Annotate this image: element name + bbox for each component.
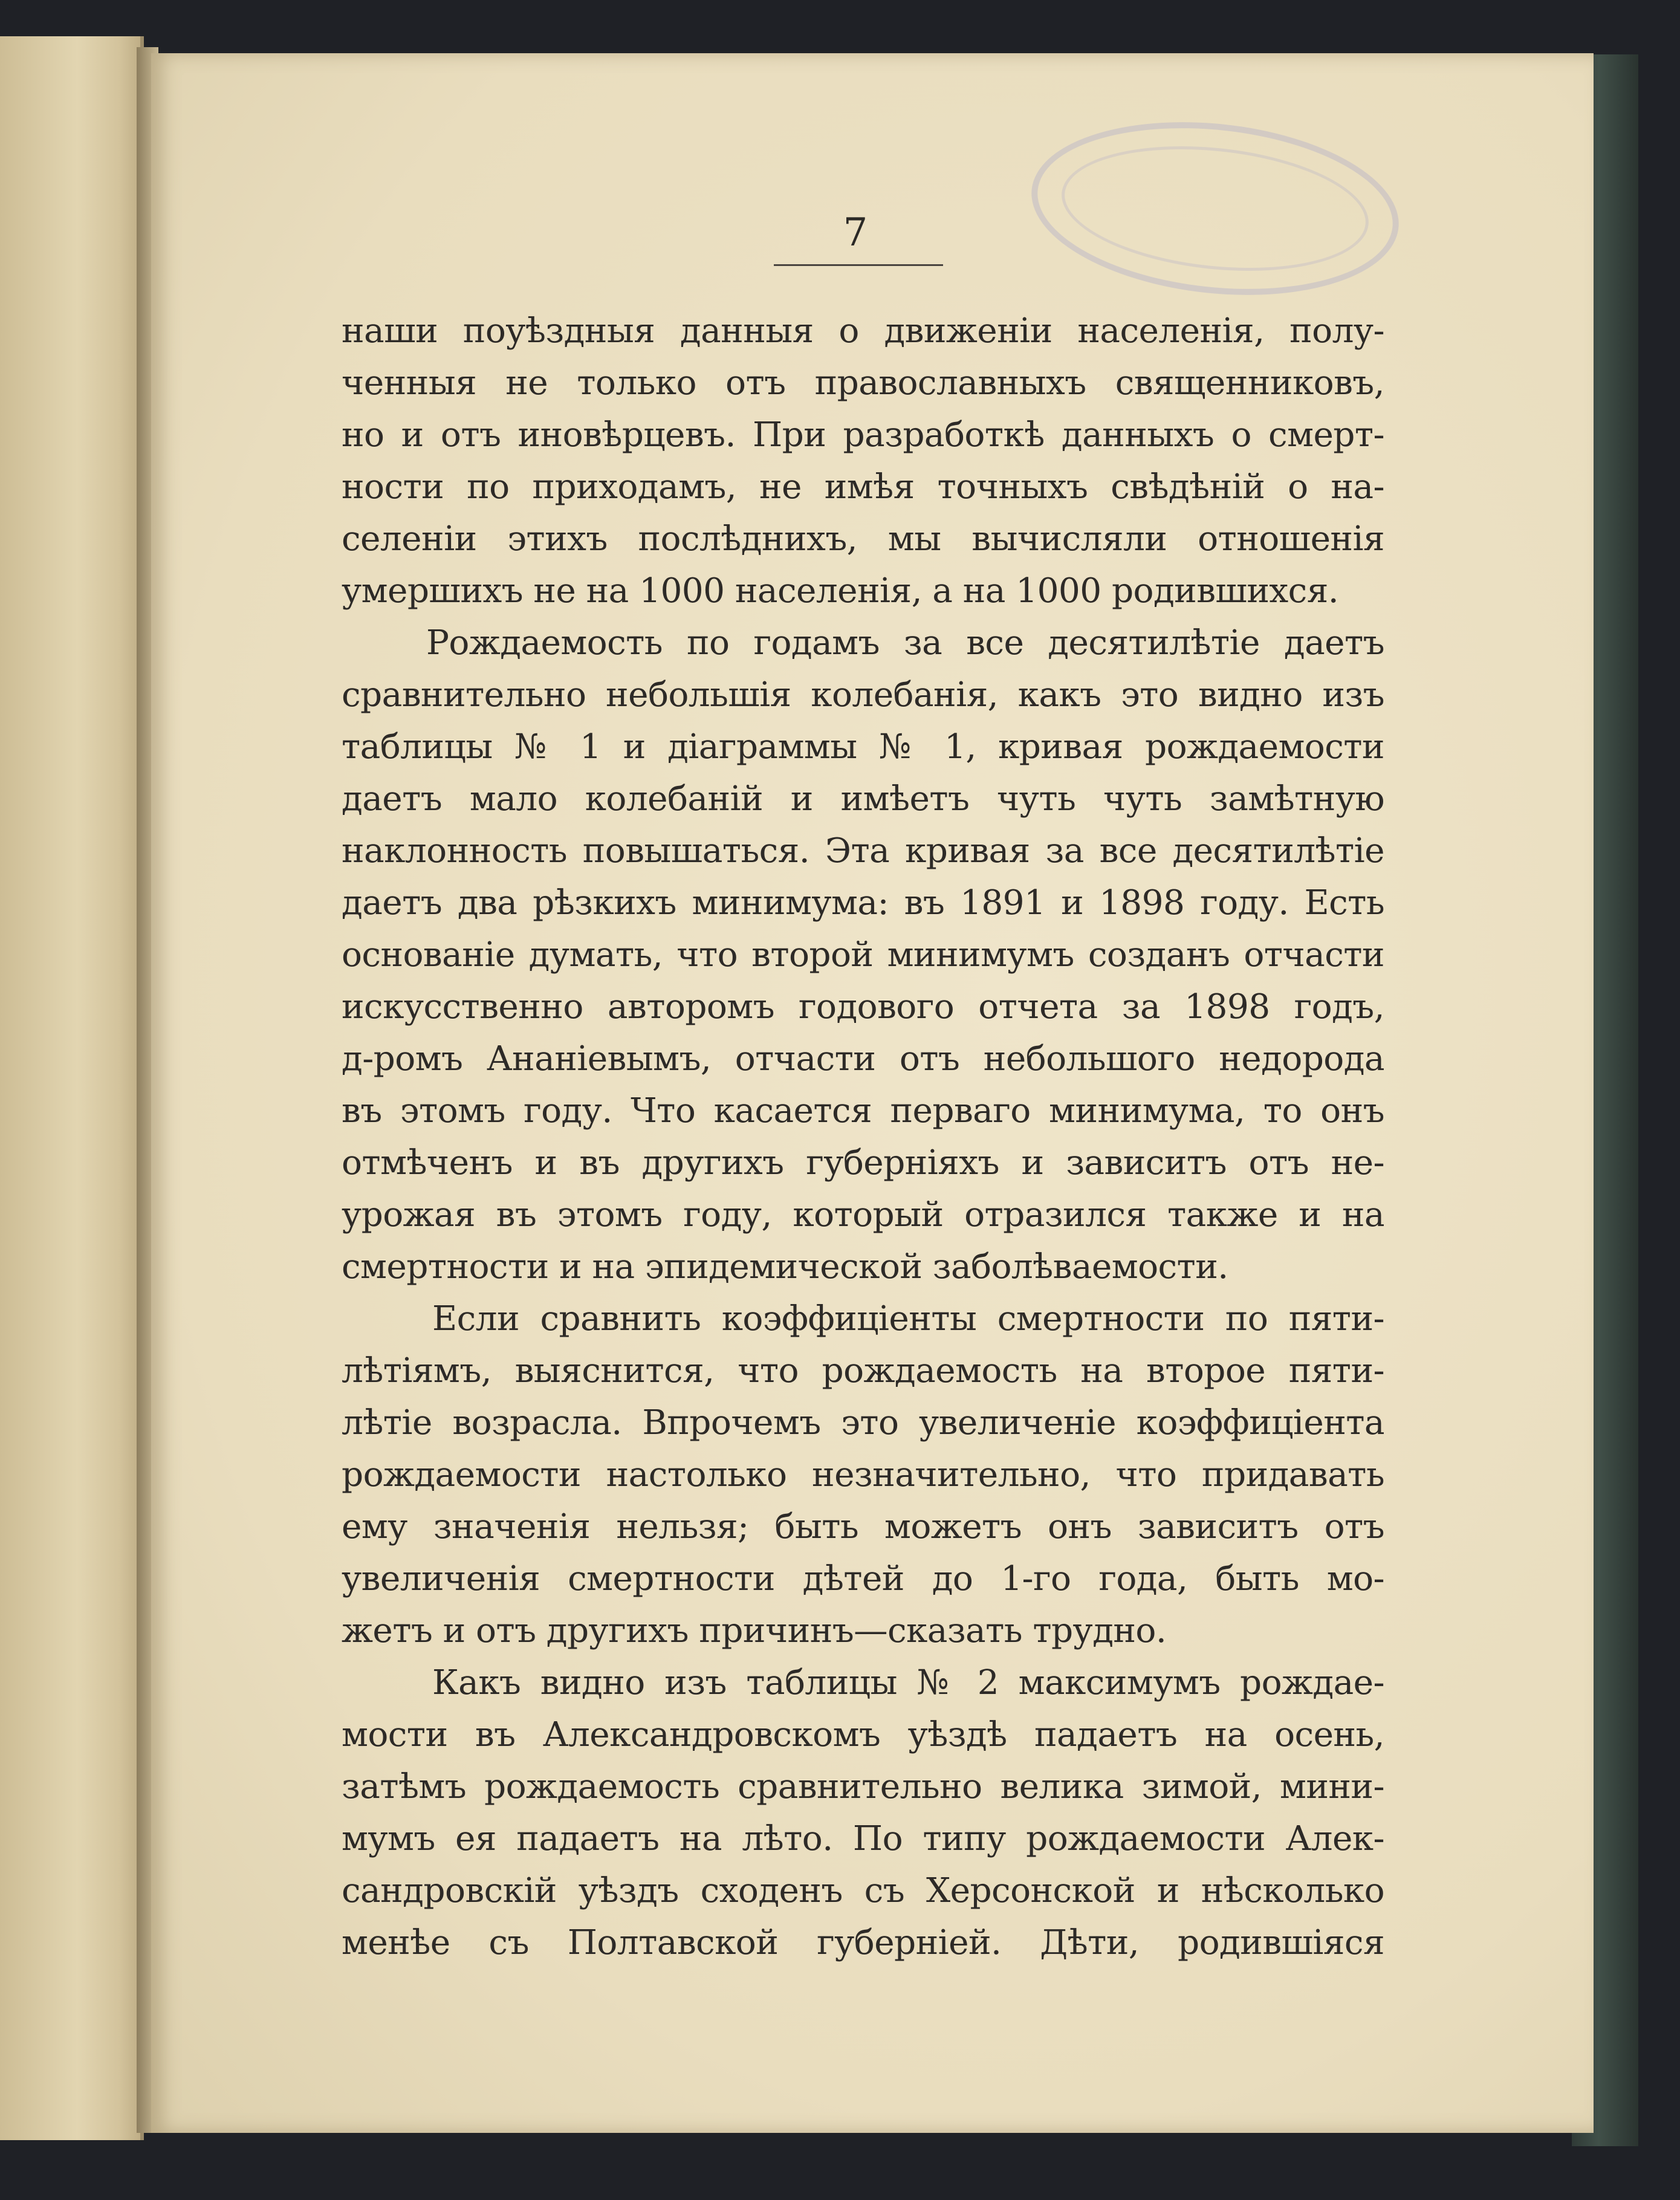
- text-line: наши поуѣздныя данныя о движеніи населенія, полу-: [342, 311, 1384, 351]
- text-line: затѣмъ рождаемость сравнительно велика зимой, мини-: [342, 1767, 1384, 1806]
- text-line: увеличенія смертности дѣтей до 1-го года, быть мо-: [342, 1559, 1384, 1598]
- text-line: ченныя не только отъ православныхъ священниковъ,: [342, 363, 1384, 403]
- page-number: 7: [843, 210, 868, 255]
- text-line: но и отъ иновѣрцевъ. При разработкѣ данныхъ о смерт-: [342, 415, 1384, 455]
- text-line: смертности и на эпидемической заболѣваемости.: [342, 1247, 1228, 1287]
- text-line: основаніе думать, что второй минимумъ созданъ отчасти: [342, 935, 1384, 975]
- text-line: рождаемости настолько незначительно, что придавать: [342, 1455, 1384, 1494]
- page-number-rule: [774, 264, 943, 266]
- text-line: ему значенія нельзя; быть можетъ онъ зависитъ отъ: [342, 1507, 1384, 1546]
- text-line: мумъ ея падаетъ на лѣто. По типу рождаемости Алек-: [342, 1819, 1384, 1858]
- text-line: жетъ и отъ другихъ причинъ—сказать трудно.: [342, 1611, 1167, 1650]
- text-line: сандровскій уѣздъ сходенъ съ Херсонской и нѣсколько: [342, 1871, 1384, 1910]
- text-line: отмѣченъ и въ другихъ губерніяхъ и зависитъ отъ не-: [342, 1143, 1384, 1183]
- text-line: лѣтіе возрасла. Впрочемъ это увеличеніе коэффиціента: [342, 1403, 1384, 1442]
- text-line: урожая въ этомъ году, который отразился также и на: [342, 1195, 1384, 1235]
- body-text: [342, 305, 1384, 1969]
- text-line: даетъ мало колебаній и имѣетъ чуть чуть замѣтную: [342, 779, 1384, 819]
- text-line: искусственно авторомъ годового отчета за 1898 годъ,: [342, 987, 1384, 1027]
- text-line: менѣе съ Полтавской губерніей. Дѣти, родившіяся: [342, 1923, 1384, 1962]
- left-page: [0, 36, 144, 2140]
- text-line: сравнительно небольшія колебанія, какъ это видно изъ: [342, 675, 1384, 715]
- text-line: ности по приходамъ, не имѣя точныхъ свѣдѣній о на-: [342, 467, 1384, 507]
- text-line: мости въ Александровскомъ уѣздѣ падаетъ на осень,: [342, 1715, 1384, 1754]
- text-line: Рождаемость по годамъ за все десятилѣтіе даетъ: [426, 623, 1384, 663]
- text-line: наклонность повышаться. Эта кривая за все десятилѣтіе: [342, 831, 1384, 871]
- text-line: въ этомъ году. Что касается перваго минимума, то онъ: [342, 1091, 1384, 1131]
- text-line: умершихъ не на 1000 населенія, а на 1000 родившихся.: [342, 571, 1339, 611]
- text-line: Какъ видно изъ таблицы № 2 максимумъ рождае-: [432, 1663, 1384, 1702]
- text-line: даетъ два рѣзкихъ минимума: въ 1891 и 1898 году. Есть: [342, 883, 1384, 923]
- text-line: лѣтіямъ, выяснится, что рождаемость на второе пяти-: [342, 1351, 1384, 1390]
- text-line: Если сравнить коэффиціенты смертности по пяти-: [432, 1299, 1384, 1338]
- text-line: селеніи этихъ послѣднихъ, мы вычисляли отношенія: [342, 519, 1384, 559]
- text-line: д-ромъ Ананіевымъ, отчасти отъ небольшого недорода: [342, 1039, 1384, 1079]
- text-line: таблицы № 1 и діаграммы № 1, кривая рождаемости: [342, 727, 1384, 767]
